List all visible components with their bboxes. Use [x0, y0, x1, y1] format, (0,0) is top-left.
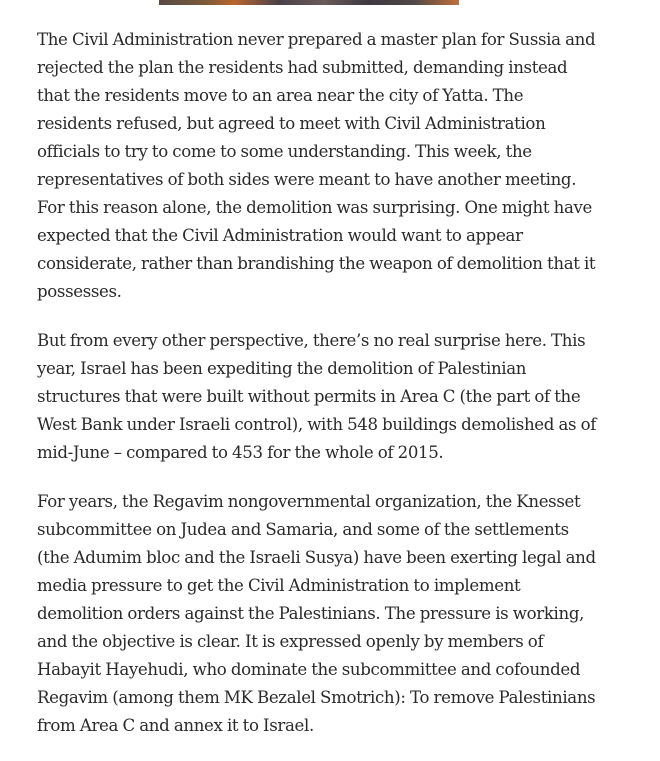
article-body: [37, 26, 597, 761]
article-paragraph-2: But from every other perspective, there’s no real surprise here. This year, Israel has been expediting the demolition of Palestinian structures that were built without permits in Area C (the part of the West Bank under Israeli control), with 548 buildings demolished as of mid-June – compared to 453 for the whole of 2015.: [37, 331, 597, 462]
article-photo-bottom-edge: [159, 0, 459, 5]
article-paragraph-1: The Civil Administration never prepared a master plan for Sussia and rejected the plan the residents had submitted, demanding instead that the residents move to an area near the city of Yatta. The residents refused, but agreed to meet with Civil Administration officials to try to come to some understanding. This week, the representatives of both sides were meant to have another meeting. For this reason alone, the demolition was surprising. One might have expected that the Civil Administration would want to appear considerate, rather than brandishing the weapon of demolition that it possesses.: [37, 30, 596, 301]
article-paragraph-3: For years, the Regavim nongovernmental organization, the Knesset subcommittee on Judea and Samaria, and some of the settlements (the Adumim bloc and the Israeli Susya) have been exerting legal and media pressure to get the Civil Administration to implement demolition orders against the Palestinians. The pressure is working, and the objective is clear. It is expressed openly by members of Habayit Hayehudi, who dominate the subcommittee and cofounded Regavim (among them MK Bezalel Smotrich): To remove Palestinians from Area C and annex it to Israel.: [37, 492, 596, 735]
